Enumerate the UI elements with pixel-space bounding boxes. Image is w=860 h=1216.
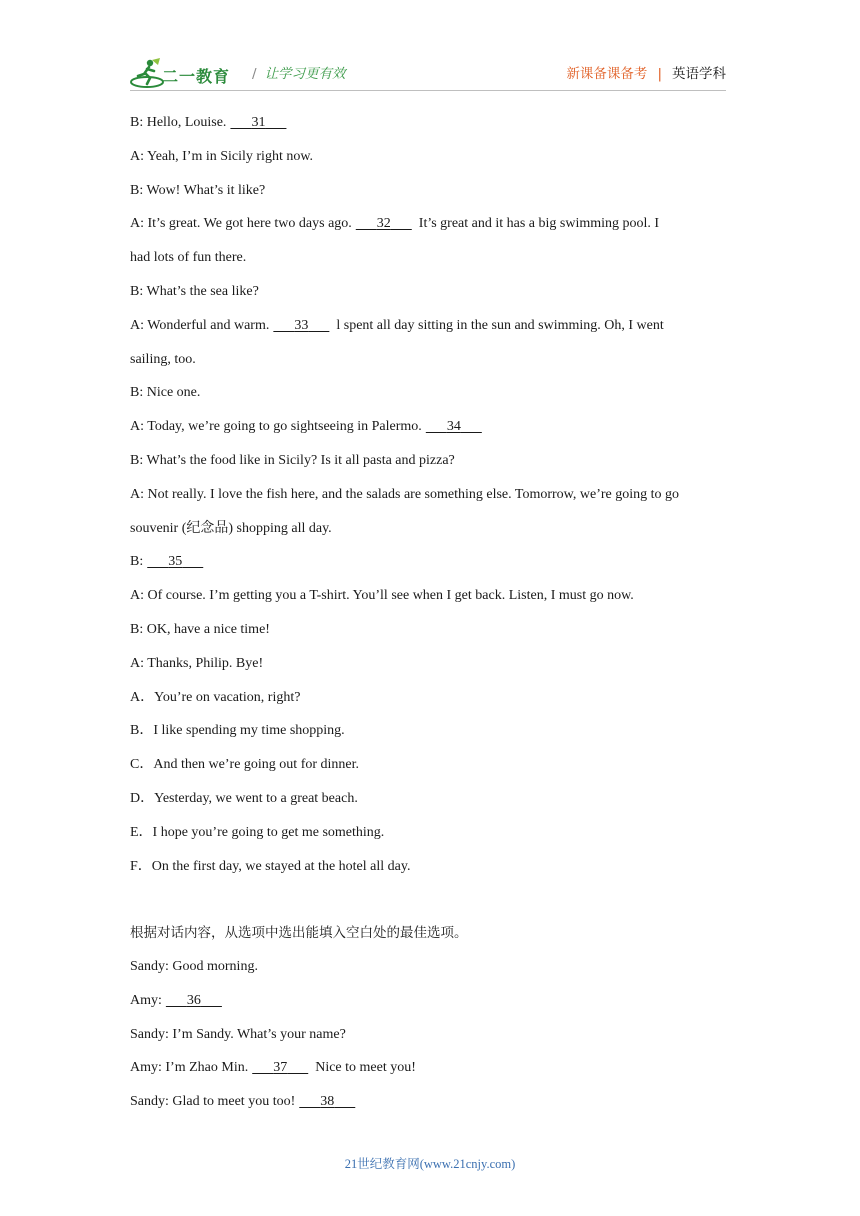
blank-number: 31 (251, 115, 266, 130)
logo (130, 56, 240, 90)
answer-blank (252, 1059, 308, 1077)
line-text-after-blank: l spent all day sitting in the sun and swimming. Oh, I went (336, 317, 664, 333)
section-instruction: 根据对话内容，从选项中选出能填入空白处的最佳选项。 (130, 925, 468, 941)
line-text: B: Wow! What’s it like? (130, 182, 266, 198)
line-text: D．Yesterday, we went to a great beach. (130, 791, 358, 806)
line-text: B: OK, have a nice time! (130, 622, 270, 637)
blank-number: 37 (273, 1060, 288, 1076)
line-text-after-blank: Nice to meet you! (315, 1060, 416, 1076)
blank-number: 35 (168, 554, 183, 570)
answer-blank (273, 317, 329, 335)
header-separator: | (657, 66, 662, 82)
dialogue-line (130, 283, 730, 301)
header-subject-label: 英语学科 (672, 66, 726, 82)
line-text: B．I like spending my time shopping. (130, 723, 345, 739)
line-text: Amy: (130, 992, 162, 1008)
line-text: F．On the first day, we stayed at the hotel all day. (130, 858, 411, 874)
dialogue-line (130, 215, 730, 233)
line-text: sailing, too. (130, 351, 196, 367)
blank-number: 36 (186, 992, 201, 1008)
line-text: B: What’s the food like in Sicily? Is it all pasta and pizza? (130, 453, 455, 468)
dialogue-line (130, 351, 730, 369)
dialogue-line (130, 182, 730, 200)
dialogue-line (130, 114, 730, 132)
answer-blank (230, 114, 286, 132)
dialogue-line (130, 689, 730, 707)
dialogue-line (130, 587, 730, 605)
line-text: had lots of fun there. (130, 250, 247, 266)
line-text: A: It’s great. We got here two days ago. (130, 216, 352, 232)
dialogue-line (130, 722, 730, 740)
dialogue-line (130, 1026, 730, 1044)
answer-blank (299, 1093, 355, 1111)
dialogue-line (130, 1093, 730, 1111)
dialogue-line (130, 858, 730, 876)
dialogue-line (130, 1059, 730, 1077)
dialogue-line (130, 756, 730, 774)
line-text: Sandy: Good morning. (130, 959, 258, 974)
dialogue-line (130, 486, 730, 504)
line-text: A: Wonderful and warm. (130, 317, 270, 333)
line-text: E．I hope you’re going to get me something. (130, 824, 385, 840)
line-text: B: Nice one. (130, 385, 201, 401)
answer-blank (147, 553, 203, 571)
slogan-slash: / (252, 66, 257, 82)
dialogue-line (130, 958, 730, 976)
dialogue-line (130, 418, 730, 436)
line-text: B: What’s the sea like? (130, 284, 259, 299)
line-text: Amy: I’m Zhao Min. (130, 1060, 249, 1076)
line-text: A: Yeah, I’m in Sicily right now. (130, 148, 314, 164)
dialogue-line (130, 790, 730, 808)
line-text: B: Hello, Louise. (130, 115, 227, 130)
line-text: B: (130, 554, 144, 570)
header-right (566, 62, 726, 82)
line-text: A．You’re on vacation, right? (130, 689, 301, 705)
line-text: A: Not really. I love the fish here, and the salads are something else. Tomorrow, we’re going to go (130, 486, 680, 502)
page-header (130, 56, 726, 92)
line-text: C．And then we’re going out for dinner. (130, 757, 360, 773)
dialogue-line (130, 317, 730, 335)
blank-number: 34 (446, 419, 461, 435)
dialogue-line (130, 992, 730, 1010)
dialogue-line (130, 249, 730, 267)
runner-logo-icon (130, 56, 164, 90)
page-footer: 21世纪教育网(www.21cnjy.com) (344, 1157, 516, 1171)
dialogue-line (130, 553, 730, 571)
blank-number: 33 (294, 317, 309, 333)
answer-blank (356, 215, 412, 233)
dialogue-line (130, 452, 730, 470)
dialogue-line (130, 384, 730, 402)
dialogue-line (130, 621, 730, 639)
line-text: souvenir (纪念品) shopping all day. (130, 520, 332, 536)
line-text: A: Of course. I’m getting you a T-shirt. You’ll see when I get back. Listen, I must go now. (130, 588, 634, 604)
blank-number: 32 (376, 216, 391, 232)
slogan-text: 让学习更有效 (264, 66, 346, 82)
logo-text: 二一教育 (162, 67, 231, 86)
blank-number: 38 (320, 1094, 335, 1110)
line-text: Sandy: Glad to meet you too! (130, 1094, 296, 1110)
dialogue-line (130, 148, 730, 166)
line-text: A: Thanks, Philip. Bye! (130, 655, 264, 671)
header-course-label: 新课备课备考 (566, 66, 648, 82)
line-text: A: Today, we’re going to go sightseeing in Palermo. (130, 419, 422, 435)
line-text: Sandy: I’m Sandy. What’s your name? (130, 1026, 346, 1042)
slogan (252, 62, 346, 82)
dialogue-line (130, 655, 730, 673)
dialogue-line (130, 520, 730, 538)
line-text-after-blank: It’s great and it has a big swimming pool. I (418, 216, 660, 232)
header-rule (130, 90, 726, 91)
dialogue-line (130, 824, 730, 842)
answer-blank (166, 992, 222, 1010)
answer-blank (426, 418, 482, 436)
